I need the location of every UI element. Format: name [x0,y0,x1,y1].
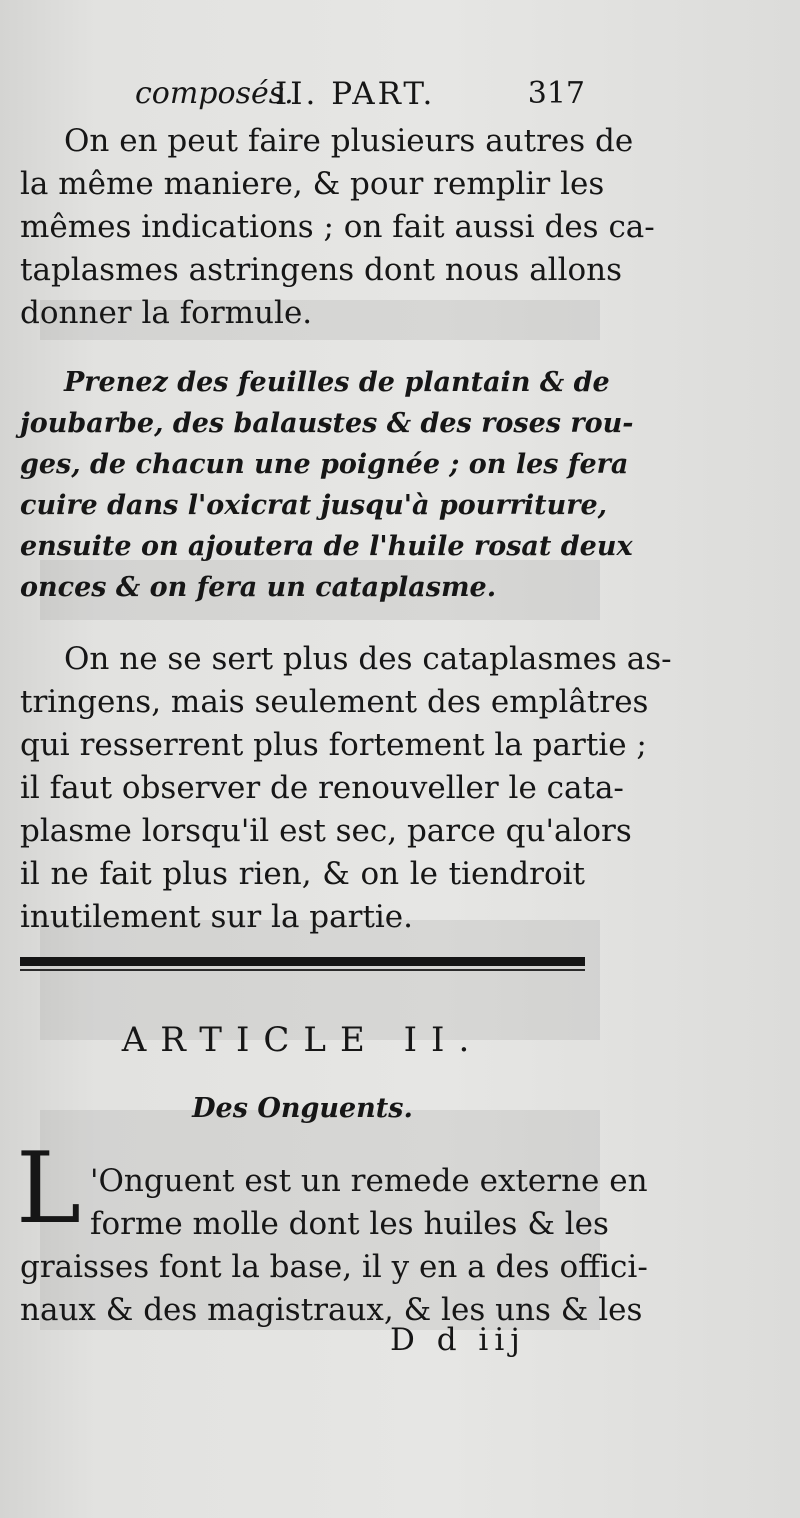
paragraph-2 [20,638,672,939]
text-line: forme molle dont les huiles & les [90,1206,609,1242]
recipe-line: Prenez des feuilles de plantain & de [64,367,610,398]
signature-mark: D d iij [390,1322,526,1358]
article-title: ARTICLE II. [121,1020,484,1060]
text-line: naux & des magistraux, & les uns & les [20,1292,643,1328]
recipe-line: joubarbe, des balaustes & des roses rou- [20,408,634,439]
text-line: qui resserrent plus fortement la partie ; [20,727,647,763]
recipe-line: ensuite on ajoutera de l'huile rosat deux [20,531,633,562]
section-divider-thin [20,969,585,971]
part-label: II. PART. [275,76,436,112]
recipe-paragraph [20,362,634,608]
paragraph-3 [20,1160,648,1332]
text-line: donner la formule. [20,295,313,331]
recipe-line: onces & on fera un cataplasme. [20,572,497,603]
paragraph-1 [20,120,655,335]
text-line: tringens, mais seulement des emplâtres [20,684,649,720]
recipe-line: cuire dans l'oxicrat jusqu'à pourriture, [20,490,608,521]
text-line: On en peut faire plusieurs autres de [64,123,634,159]
section-title: Des Onguents. [192,1093,413,1124]
text-line: plasme lorsqu'il est sec, parce qu'alors [20,813,632,849]
text-line: inutilement sur la partie. [20,899,414,935]
drop-cap: L [16,1132,82,1246]
text-line: il faut observer de renouveller le cata- [20,770,624,806]
section-divider [20,957,585,966]
text-line: mêmes indications ; on fait aussi des ca- [20,209,655,245]
text-line: la même maniere, & pour remplir les [20,166,605,202]
text-line: il ne fait plus rien, & on le tiendroit [20,856,585,892]
recipe-line: ges, de chacun une poignée ; on les fera [20,449,629,480]
page-number: 317 [527,76,585,111]
running-header [20,76,585,122]
text-line: 'Onguent est un remede externe en [90,1163,648,1199]
running-title: composés. [135,76,294,111]
text-line: graisses font la base, il y en a des offici- [20,1249,648,1285]
text-line: taplasmes astringens dont nous allons [20,252,623,288]
text-line: On ne se sert plus des cataplasmes as- [64,641,672,677]
